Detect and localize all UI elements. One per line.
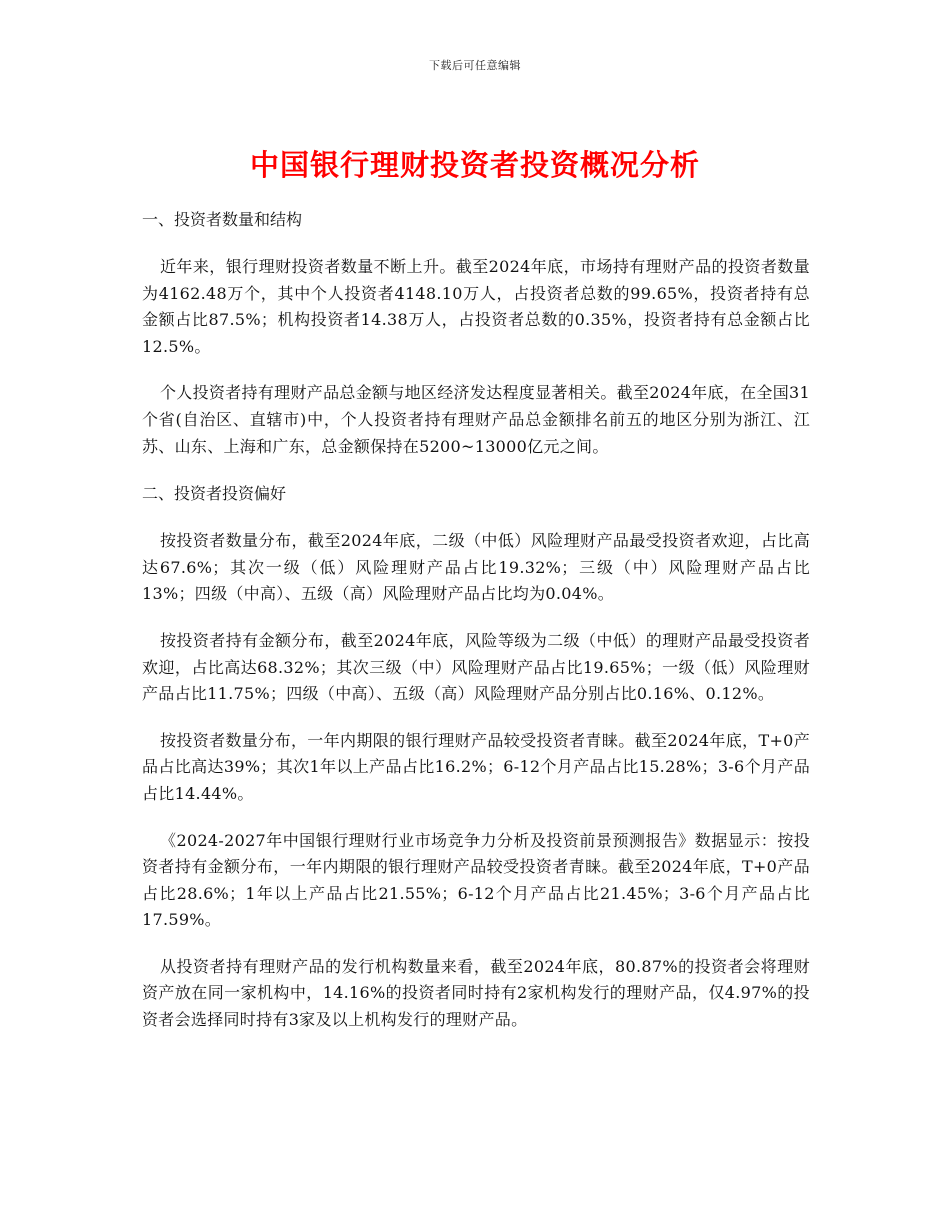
header-note: 下载后可任意编辑 [429,59,521,72]
paragraph: 按投资者数量分布，截至2024年底，二级（中低）风险理财产品最受投资者欢迎，占比高达67.6%；其次一级（低）风险理财产品占比19.32%；三级（中）风险理财产品占比13%；四级（中高）、五级（高）风险理财产品占比均为0.04%。 [142,531,810,604]
paragraph: 《2024-2027年中国银行理财行业市场竞争力分析及投资前景预测报告》数据显示：按投资者持有金额分布，一年内期限的银行理财产品较受投资者青睐。截至2024年底，T+0产品占比28.6%；1年以上产品占比21.55%；6-12个月产品占比21.45%；3-6个月产品占比17.59%。 [142,830,810,930]
section-heading-investor-preference: 二、投资者投资偏好 [142,484,287,504]
paragraph: 按投资者数量分布，一年内期限的银行理财产品较受投资者青睐。截至2024年底，T+0产品占比高达39%；其次1年以上产品占比16.2%；6-12个月产品占比15.28%；3-6个月产品占比14.44%。 [142,730,810,803]
paragraph: 近年来，银行理财投资者数量不断上升。截至2024年底，市场持有理财产品的投资者数量为4162.48万个，其中个人投资者4148.10万人，占投资者总数的99.65%，投资者持有总金额占比87.5%；机构投资者14.38万人，占投资者总数的0.35%，投资者持有总金额占比12.5%。 [142,257,810,356]
paragraph: 个人投资者持有理财产品总金额与地区经济发达程度显著相关。截至2024年底，在全国31个省(自治区、直辖市)中，个人投资者持有理财产品总金额排名前五的地区分别为浙江、江苏、山东、上海和广东，总金额保持在5200~13000亿元之间。 [142,383,810,456]
paragraph: 从投资者持有理财产品的发行机构数量来看，截至2024年底，80.87%的投资者会将理财资产放在同一家机构中，14.16%的投资者同时持有2家机构发行的理财产品，仅4.97%的投资者会选择同时持有3家及以上机构发行的理财产品。 [142,956,810,1030]
document-title: 中国银行理财投资者投资概况分析 [249,148,700,182]
document-body [142,206,810,1054]
paragraph: 按投资者持有金额分布，截至2024年底，风险等级为二级（中低）的理财产品最受投资者欢迎，占比高达68.32%；其次三级（中）风险理财产品占比19.65%；一级（低）风险理财产品占比11.75%；四级（中高）、五级（高）风险理财产品分别占比0.16%、0.12%。 [142,630,810,704]
section-heading-investor-count: 一、投资者数量和结构 [142,210,303,229]
